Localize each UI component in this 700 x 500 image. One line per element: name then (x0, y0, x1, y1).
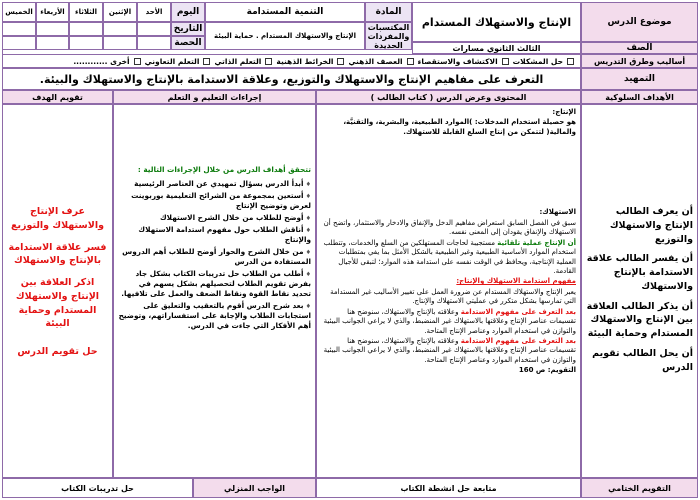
content-text: وعلاقته بالإنتاج والاستهلاك، سنوضح هنا تقسيمات عناصر الإنتاج وعلاقتها بالاستهلاك غير المنضبط، والذي لا يراعي الجوانب البيئية والتوازن في استخدام الموارد وعناصر الإنتاج المتاحة. (323, 307, 576, 335)
content-paragraph: هو حصيلة استخدام المدخلات: )الموارد الطبيعية، والبشرية، والتقنيَّة، والمالية( لتتمكن من إنتاج السلع القابلة للاستهلاك. (343, 118, 576, 136)
method-self-learning: التعلم الذاتي (214, 56, 262, 66)
procedure-step: ♦ أطلب من الطلاب حل تدريبات الكتاب بشكل جاد بفرض تقويم الطلاب لتحصيلهم بشكل يسهم في تحديد نقاط القوة ونقاط الضعف والعمل على تلافيها. (118, 269, 311, 299)
date-slot-1 (137, 22, 171, 36)
date-slot-2 (103, 22, 137, 36)
period-slot-5 (2, 36, 36, 50)
period-slot-2 (103, 36, 137, 50)
content-paragraph: يعبر الإنتاج والاستهلاك المستدام عن ضرورة العمل على تغيير الأساليب غير المستدامة التي تمارسها بشكل متكرر في عمليتي الاستهلاك والإنتاج. (330, 287, 576, 306)
day-label: اليوم (171, 2, 205, 22)
objective-item: أن يعرف الطالب الإنتاج والاستهلاك والتوزيع (609, 206, 693, 245)
method-checkbox[interactable] (567, 58, 574, 65)
content-highlight: أن الإنتاج عملية تلقائية (497, 238, 576, 247)
procedures-column (113, 104, 316, 478)
content-heading: الإنتاج: (552, 108, 576, 116)
class-value: الثالث الثانوي مسارات (412, 42, 581, 54)
period-slot-4 (36, 36, 69, 50)
method-cooperative: التعلم التعاوني (144, 56, 200, 66)
day-cell-sun: الأحد (137, 2, 171, 22)
evaluation-item: اذكر العلاقة بين الإنتاج والاستهلاك المستدام وحماية البيئة (15, 277, 100, 330)
day-cell-thu: الخميس (2, 2, 36, 22)
content-column (316, 104, 581, 478)
procedure-step: ♦ أبدأ الدرس بسؤال تمهيدي عن العناصر الرئيسية (118, 179, 311, 189)
content-paragraph: سبق في الفصل السابق استعراض مفاهيم الدخل والإنفاق والادخار والاستثمار، واتضح أن الاستهلاك والإنفاق يقودان إلى المعنى نفسه. (323, 218, 576, 237)
method-brainstorm: العصف الذهني (348, 56, 403, 66)
objectives-column (581, 104, 698, 478)
evaluation-item: عرف الإنتاج والاستهلاك والتوزيع (10, 206, 105, 231)
methods-label: أساليب وطرق التدريس (581, 54, 698, 68)
procedure-step: ♦ من خلال الشرح والحوار أوضح للطلاب أهم الدروس المستفادة من الدرس (118, 247, 311, 267)
content-text: وعلاقته بالإنتاج والاستهلاك، سنوضح هنا تقسيمات عناصر الإنتاج وعلاقتها بالاستهلاك غير المنضبط، والذي لا يراعي الجوانب البيئية والتوازن في استخدام الموارد وعناصر الإنتاج المتاحة. (323, 337, 576, 364)
intro-value: التعرف على مفاهيم الإنتاج والاستهلاك والتوزيع، وعلاقة الاستدامة بالإنتاج والاستهلاك والبيئة. (2, 68, 581, 90)
day-cell-mon: الإثنين (103, 2, 137, 22)
lesson-topic-label: موضوع الدرس (581, 2, 698, 42)
gains-value: الإنتاج والاستهلاك المستدام . حماية البيئة (205, 22, 365, 50)
col-content-header: المحتوى وعرض الدرس ( كتاب الطالب ) (316, 90, 581, 104)
objective-item: أن يحل الطالب تقويم الدرس (592, 347, 693, 373)
content-paragraph (321, 308, 576, 336)
method-checkbox[interactable] (134, 58, 141, 65)
final-eval-label: التقويم الختامي (581, 478, 698, 498)
method-checkbox[interactable] (337, 58, 344, 65)
date-slot-4 (36, 22, 69, 36)
method-checkbox[interactable] (502, 58, 509, 65)
homework-value: حل تدريبات الكتاب (2, 478, 193, 498)
period-label: الحصة (171, 36, 205, 50)
intro-label: التمهيد (581, 68, 698, 90)
class-label: الصف (581, 42, 698, 54)
content-evaluation-ref: التقويم: ص 160 (518, 366, 576, 375)
method-mind-maps: الخرائط الذهنية (276, 56, 334, 66)
date-slot-5 (2, 22, 36, 36)
procedure-step: ♦ أستعين بمجموعة من الشرائح التعليمية بوربوينت لعرض وتوضيح الإنتاج (118, 191, 311, 211)
method-checkbox[interactable] (265, 58, 272, 65)
col-evaluation-header: تقويم الهدف (2, 90, 113, 104)
method-discovery: الاكتشاف والاستقصاء (417, 56, 498, 66)
content-heading: مفهوم استدامة الاستهلاك والإنتاج: (456, 277, 576, 286)
procedures-title: تتحقق أهداف الدرس من خلال الإجراءات التالية : (137, 165, 311, 174)
day-cell-tue: الثلاثاء (69, 2, 103, 22)
date-label: التاريخ (171, 22, 205, 36)
period-slot-3 (69, 36, 103, 50)
content-highlight: بعد التعرف على مفهوم الاستدامة (460, 337, 576, 345)
method-checkbox[interactable] (203, 58, 210, 65)
lesson-topic-value: الإنتاج والاستهلاك المستدام (412, 2, 581, 42)
gains-label: المكتسبات والمفردات الجديدة (365, 22, 412, 50)
method-other: أخرى ............ (73, 56, 130, 66)
content-paragraph (321, 337, 576, 365)
method-problem-solving: حل المشكلات (512, 56, 563, 66)
evaluation-item: حل تقويم الدرس (17, 346, 98, 358)
methods-row (2, 54, 581, 68)
subject-label: المادة (365, 2, 412, 22)
col-objectives-header: الأهداف السلوكية (581, 90, 698, 104)
objective-item: أن يفسر الطالب علاقة الاستدامة بالإنتاج والاستهلاك (586, 253, 693, 292)
procedure-step: ♦ أوضح للطلاب من خلال الشرح الاستهلاك (118, 213, 311, 223)
day-cell-wed: الأربعاء (36, 2, 69, 22)
evaluation-column (2, 104, 113, 478)
sustainable-dev-label: التنمية المستدامة (205, 2, 365, 22)
activity-follow-up: متابعة حل انشطة الكتاب (316, 478, 581, 498)
content-paragraph (321, 239, 576, 277)
procedure-step: ♦ بعد شرح الدرس أقوم بالتعقيب والتعليق على استجابات الطلاب والإجابة على استفساراتهم، وتوضيح أهم الأفكار التي جاءت في الدرس. (118, 301, 311, 331)
evaluation-item: فسر علاقة الاستدامة بالإنتاج والاستهلاك (8, 241, 107, 267)
col-procedures-header: إجراءات التعليم و التعلم (113, 90, 316, 104)
content-highlight: بعد التعرف على مفهوم الاستدامة (460, 307, 576, 316)
content-heading: الاستهلاك: (539, 208, 576, 217)
homework-label: الواجب المنزلي (193, 478, 316, 498)
procedure-step: ♦ أناقش الطلاب حول مفهوم استدامة الاستهلاك والإنتاج (118, 225, 311, 245)
date-slot-3 (69, 22, 103, 36)
content-text: مستجيبة لحاجات المستهلكين من السلع والخدمات، وتتطلب استخدام الموارد الأساسية الطبيعية وغير الطبيعية بالشكل الأمثل بما يفي بمتطلبات العملية الإنتاجية، ويحافظ في الوقت نفسه على استدامة هذه الموارد؛ لتبقى للأجيال القادمة. (323, 238, 576, 275)
period-slot-1 (137, 36, 171, 50)
method-checkbox[interactable] (407, 58, 414, 65)
objective-item: أن يذكر الطالب العلاقة بين الإنتاج والاستهلاك المستدام وحماية البيئة (586, 300, 693, 340)
procedures-list (118, 179, 311, 331)
